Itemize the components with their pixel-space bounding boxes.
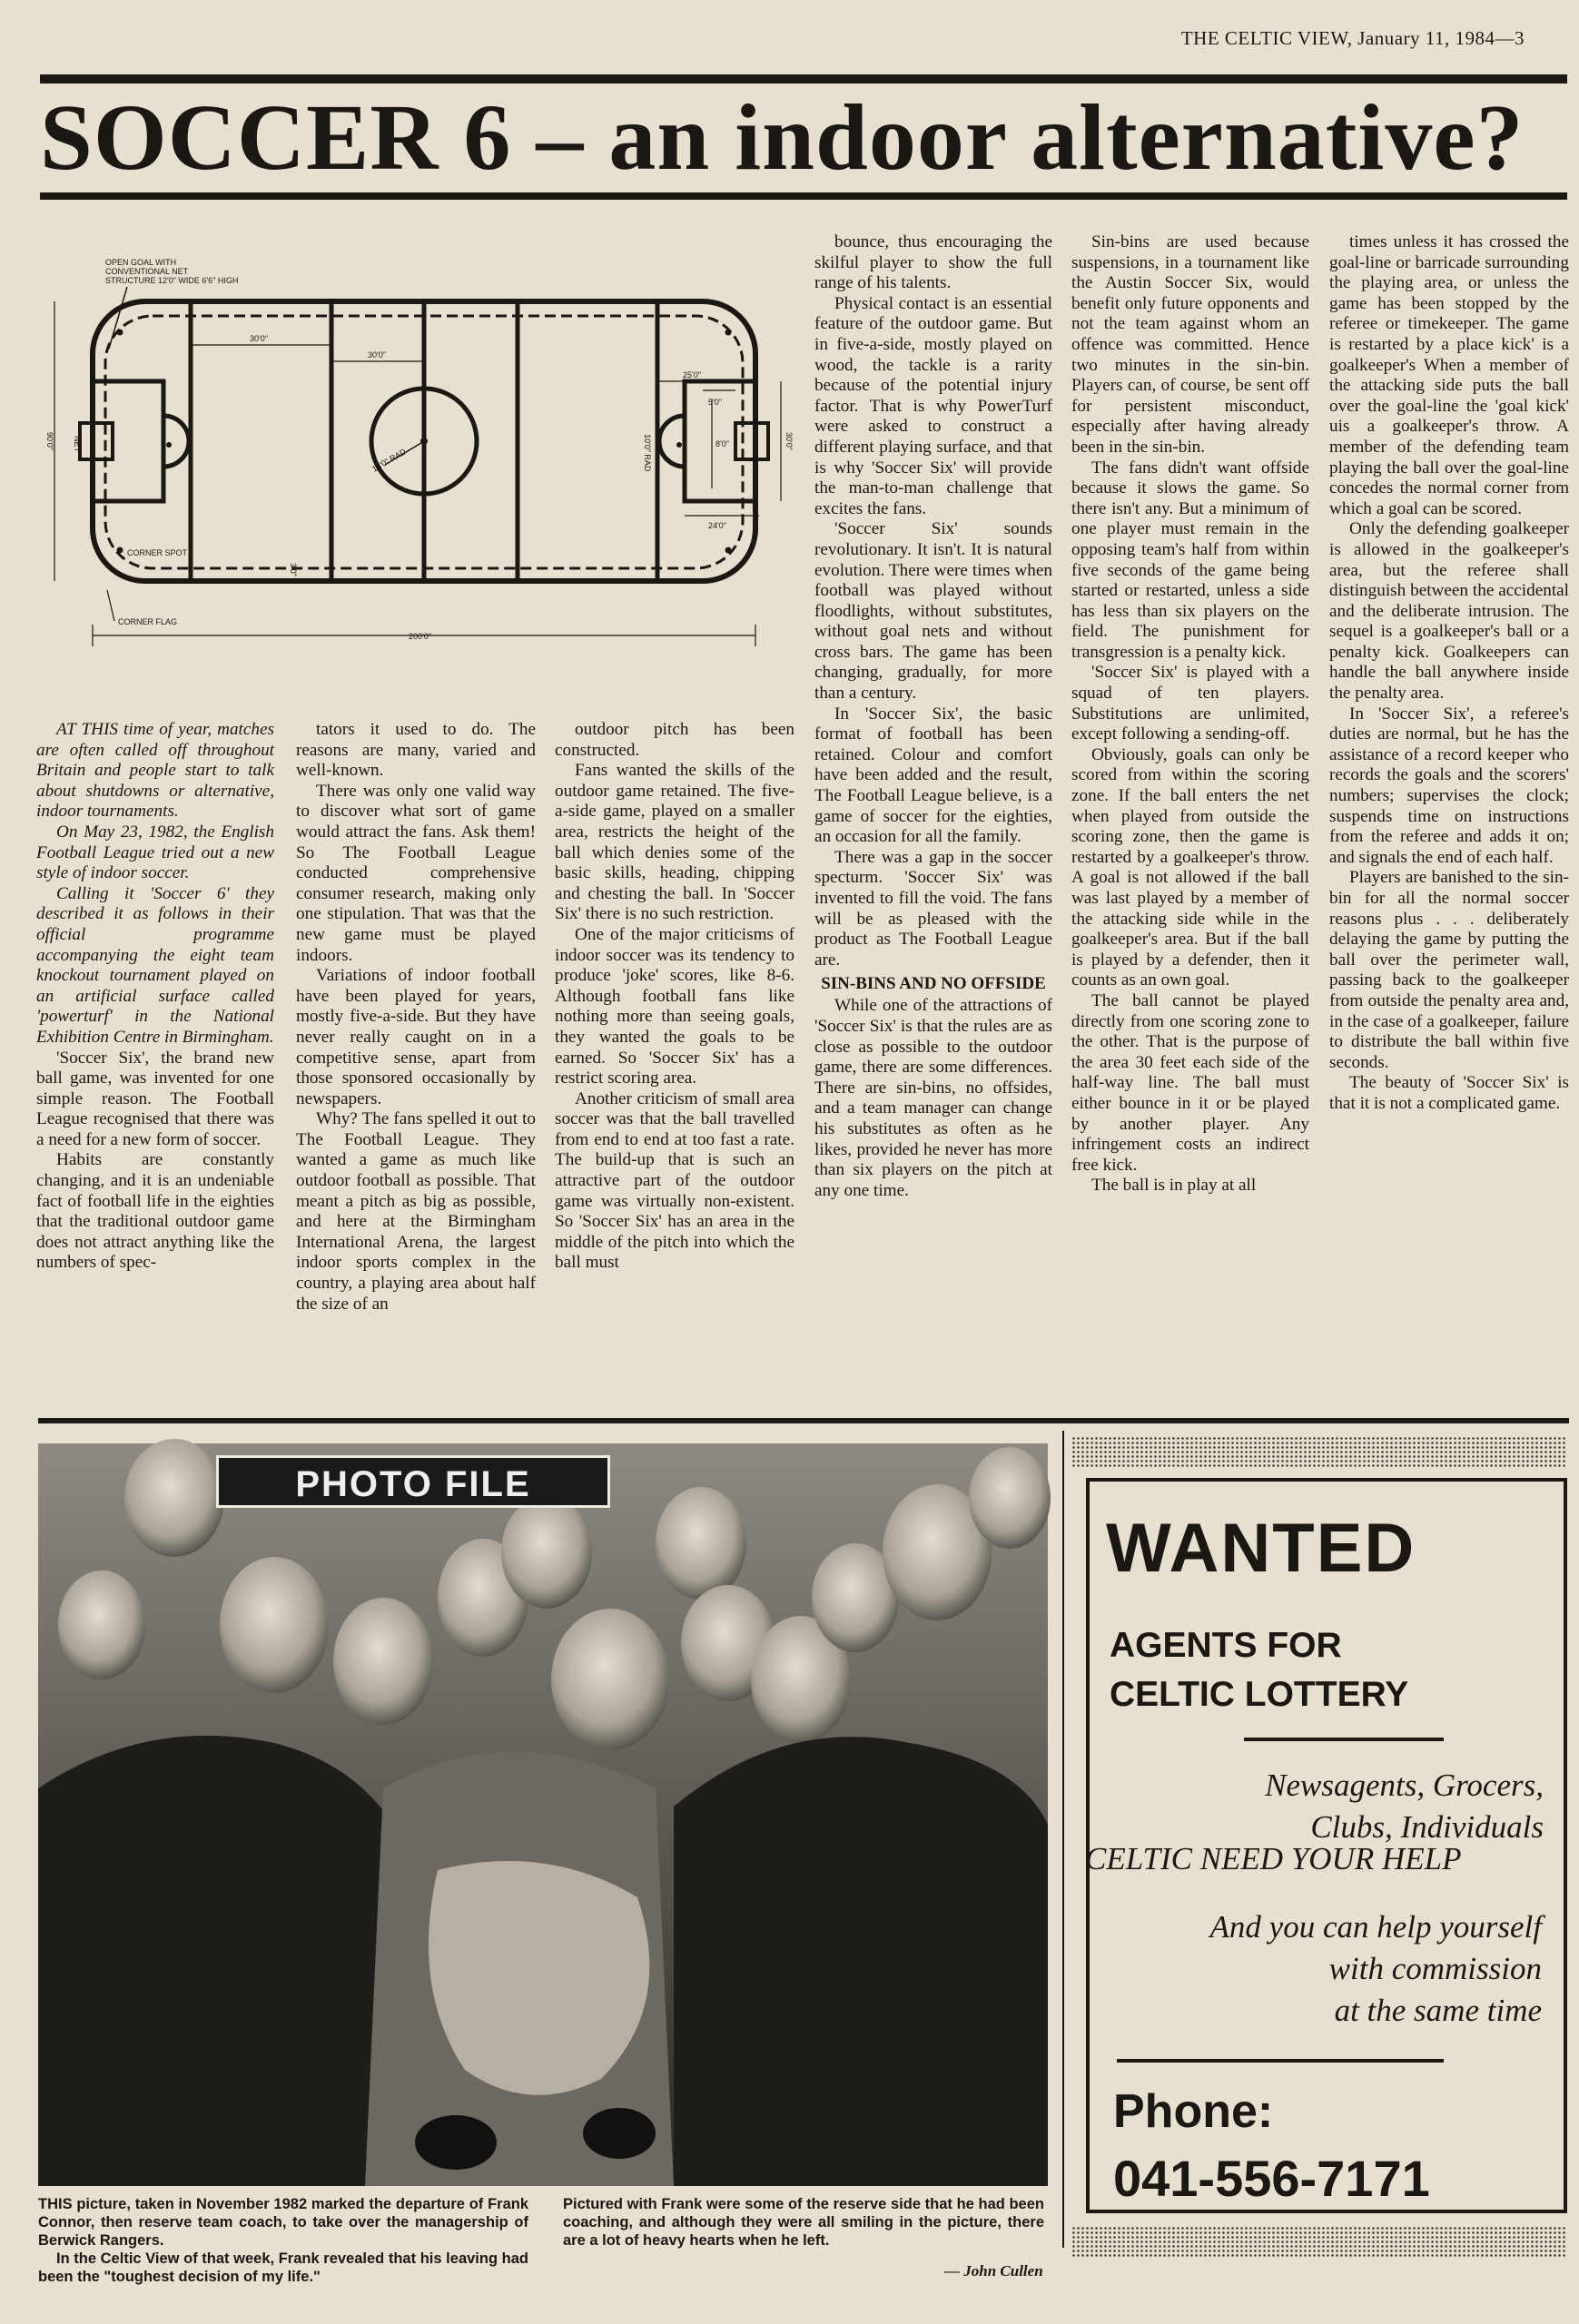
article-paragraph: The beauty of 'Soccer Six' is that it is not a complicated game. [1329, 1073, 1569, 1113]
ad-need-help: CELTIC NEED YOUR HELP [1085, 1841, 1462, 1876]
article-paragraph: Habits are constantly changing, and it is an undeniable fact of football life in the eighties that the traditional outdoor game does not attract anything like the numbers of spec- [36, 1150, 274, 1273]
ad-agents-line-2: CELTIC LOTTERY [1110, 1675, 1409, 1714]
team-photo [38, 1443, 1048, 2186]
article-paragraph: Why? The fans spelled it out to The Football League. They wanted a game as much like outdoor football as possible. That meant a pitch as big as possible, and here at the Birmingham International Arena, the largest indoor sports complex in the country, a playing area about half the size of an [296, 1109, 536, 1314]
dim-5: 5'0" [708, 398, 722, 407]
corner-spot [117, 547, 123, 554]
caption-left-paragraph-1: THIS picture, taken in November 1982 marked the departure of Frank Connor, then reserve team coach, to take over the managership of Berwick Rangers. [38, 2196, 528, 2249]
ad-commission-line-1: And you can help yourself [1209, 1909, 1542, 1945]
left-goal-area [93, 381, 163, 501]
article-paragraph: The ball cannot be played directly from one scoring zone to the other. That is the purpose of the area 30 feet each side of the half-way line. The ball must either bounce in it or be played by another player. Any infringement costs an indirect free kick. [1071, 990, 1309, 1175]
article-paragraph: Calling it 'Soccer 6' they described it as follows in their official programme accompanying the eight team knockout tournament played on an artificial surface called 'powerturf' in the National Exhibition Centre in Birmingham. [36, 883, 274, 1047]
caption-left-paragraph-2: In the Celtic View of that week, Frank revealed that his leaving had been the "toughest decision of my life." [38, 2250, 528, 2285]
section-divider [38, 1418, 1569, 1423]
article-paragraph: outdoor pitch has been constructed. [555, 720, 794, 760]
article-column-2 [296, 720, 536, 1396]
open-goal-note-1: OPEN GOAL WITH [105, 258, 177, 267]
article-paragraph: AT THIS time of year, matches are often called off throughout Britain and people start to talk about shutdowns or alternative, indoor tournaments. [36, 720, 274, 822]
ad-stipple-bottom [1071, 2226, 1567, 2257]
headline-top-rule [40, 74, 1567, 84]
ad-phone-label: Phone: [1113, 2085, 1274, 2138]
article-paragraph: 'Soccer Six', the brand new ball game, was invented for one simple reason. The Football League recognised that there was a need for a new form of soccer. [36, 1048, 274, 1149]
subheading: SIN-BINS AND NO OFFSIDE [821, 974, 1046, 994]
article-paragraph: Players are banished to the sin-bin for all the normal soccer reasons plus . . . deliberately delaying the game by putting the ball over the perimeter wall, passing back to the goalkeeper from outside the penalty area and, in the case of a goalkeeper, failure to distribute the ball within five seconds. [1329, 868, 1569, 1072]
corner-spot-label: CORNER SPOT [127, 548, 188, 557]
dim-net: NET [73, 436, 82, 452]
corner-flag-label: CORNER FLAG [118, 617, 178, 626]
article-paragraph: In 'Soccer Six', a referee's duties are normal, but he has the assistance of a record keeper who records the goals and the scorers' numbers; supervises the clock; suspends time on instructions from the referee and adds it on; and signals the end of each half. [1329, 704, 1569, 867]
dim-8: 8'0" [715, 439, 729, 448]
photo-credit: — John Cullen [944, 2262, 1043, 2280]
ad-phone-number: 041-556-7171 [1113, 2150, 1430, 2207]
article-column-3 [555, 720, 794, 1396]
dim-200: 200'0" [409, 632, 431, 641]
article-column-6 [1329, 232, 1569, 1396]
ad-audience-text [1117, 1765, 1544, 1848]
photo-caption-left [38, 2195, 528, 2286]
open-goal-note-2: CONVENTIONAL NET [105, 267, 189, 276]
article-paragraph: 'Soccer Six' is played with a squad of ten players. Substitutions are unlimited, except following a sending-off. [1071, 663, 1309, 744]
article-paragraph: Only the defending goalkeeper is allowed in the goalkeeper's area, but the referee shall distinguish between the accidental and the deliberate intrusion. The sequel is a goalkeeper's ball or a penalty kick. Goalkeepers can handle the ball anywhere inside the penalty area. [1329, 519, 1569, 704]
ad-stipple-top [1071, 1436, 1567, 1467]
dim-10-rad: 10'0" RAD [643, 434, 652, 472]
article-paragraph: Fans wanted the skills of the outdoor game retained. The five-a-side game, played on a smaller area, restricts the height of the ball which denies some of the basic skills, heading, chipping and chesting the ball. In 'Soccer Six' there is no such restriction. [555, 761, 794, 924]
dim-3: 3'0" [289, 563, 298, 576]
photo-file-label: PHOTO FILE [216, 1455, 610, 1508]
article-column-4 [814, 232, 1052, 1396]
open-goal-note-3: STRUCTURE 12'0" WIDE 6'6" HIGH [105, 276, 239, 285]
article-paragraph: There was a gap in the soccer specturm. 'Soccer Six' was invented to fill the void. The fans will be as pleased with the product as The Football League are. [814, 847, 1052, 970]
article-paragraph: On May 23, 1982, the English Football League tried out a new style of indoor soccer. [36, 822, 274, 883]
article-paragraph: The ball is in play at all [1091, 1176, 1257, 1196]
article-paragraph: One of the major criticisms of indoor soccer was its tendency to produce 'joke' scores, like 8-6. Although football fans like nothing more than seeing goals, they wanted the goals to be earned. So 'Soccer Six' has a restrict scoring area. [555, 924, 794, 1088]
article-paragraph: Sin-bins are used because suspensions, in a tournament like the Austin Soccer Six, would benefit only future opponents and not the team against whom an offence was committed. Hence two minutes in the sin-bin. Players can, of course, be sent off for persistent misconduct, especially after having already been in the sin-bin. [1071, 232, 1309, 457]
dim-30-left: 30'0" [250, 334, 268, 343]
dim-90: 90'0" [45, 432, 54, 450]
dim-radius: 15'0" RAD [370, 447, 408, 474]
headline: SOCCER 6 – an indoor alternative? [40, 85, 1525, 190]
article-paragraph: While one of the attractions of 'Soccer Six' is that the rules are as close as possible to the outdoor game, there are some differences. There are sin-bins, no offsides, and a team manager can change his substitutes as often as he likes, provided he never has more than six players on the pitch at any one time. [814, 996, 1052, 1200]
ad-agents-text [1110, 1621, 1408, 1719]
headline-bottom-rule [40, 192, 1567, 200]
ad-agents-line-1: AGENTS FOR [1110, 1626, 1342, 1665]
dim-30-right: 30'0" [368, 350, 386, 359]
article-paragraph: bounce, thus encouraging the skilful player to show the full range of his talents. [814, 232, 1052, 293]
ad-rule-1 [1244, 1738, 1444, 1741]
dim-24: 24'0" [708, 521, 726, 530]
masthead: THE CELTIC VIEW, January 11, 1984—3 [1180, 27, 1525, 49]
ad-wanted-heading: WANTED [1106, 1510, 1416, 1587]
article-paragraph: Variations of indoor football have been played for years, mostly five-a-side. But they have never really caught on in a competitive sense, apart from those sponsored occasionally by newspapers. [296, 966, 536, 1108]
pitch-diagram [36, 254, 794, 663]
article-paragraph: Obviously, goals can only be scored from within the scoring zone. If the ball enters the net when played from outside the scoring zone, then the game is restarted by a goalkeeper's throw. A goal is not allowed if the ball was last played by a member of the attacking side while in the goalkeeper's area. But if the ball is played by a defender, then it counts as an own goal. [1071, 744, 1309, 990]
photo-caption-right [563, 2195, 1044, 2250]
article-column-5 [1071, 232, 1309, 1396]
article-paragraph: Another criticism of small area soccer was that the ball travelled from end to end at too fast a rate. The build-up that is such an attractive part of the outdoor game was virtually non-existent. So 'Soccer Six' has an area in the middle of the pitch into which the ball must [555, 1088, 794, 1273]
caption-right-paragraph: Pictured with Frank were some of the reserve side that he had been coaching, and although they were all smiling in the picture, there are a lot of heavy hearts when he left. [563, 2196, 1044, 2249]
article-column-1 [36, 720, 274, 1396]
article-paragraph: Physical contact is an essential feature of the outdoor game. But in five-a-side, mostly played on wood, the tackle is a rarity because of the potential injury factor. That is why PowerTurf were asked to construct a different playing surface, and that is why 'Soccer Six' will provide the man-to-man challenge that excites the fans. [814, 293, 1052, 518]
ad-commission-line-2: with commission [1328, 1951, 1542, 1986]
ad-commission-line-3: at the same time [1334, 1993, 1542, 2028]
ad-rule-2 [1117, 2059, 1444, 2063]
photo-ad-divider [1062, 1431, 1064, 2248]
article-paragraph: There was only one valid way to discover what sort of game would attract the fans. Ask them! So The Football League conducted comprehensive consumer research, making only one stipulation. That was that the new game must be played indoors. [296, 781, 536, 965]
article-paragraph: 'Soccer Six' sounds revolutionary. It isn't. It is natural evolution. There were times when football was played without floodlights, without substitutes, without goal nets and without cross bars. The game has been changing, gradually, for more than a century. [814, 519, 1052, 704]
dim-30-goal: 30'0" [785, 432, 794, 450]
ad-audience-line-1: Newsagents, Grocers, [1265, 1768, 1544, 1803]
ad-audience-line-2: Clubs, Individuals [1310, 1809, 1544, 1845]
article-paragraph: In 'Soccer Six', the basic format of football has been retained. Colour and comfort have been added and the result, The Football League believe, is a game of soccer for the eighties, an occasion for all the family. [814, 704, 1052, 847]
dim-25: 25'0" [683, 370, 701, 379]
ad-commission-text [1117, 1906, 1542, 2032]
article-paragraph: The fans didn't want offside because it slows the game. So there isn't any. But a minimum of one player must remain in the opposing team's half from within five seconds of the game being started or restarted, unless a side has less than six players on the field. The punishment for transgression is a penalty kick. [1071, 458, 1309, 662]
right-goal-net [735, 423, 768, 459]
article-paragraph: tators it used to do. The reasons are many, varied and well-known. [296, 720, 536, 781]
left-goal-net [80, 423, 113, 459]
article-paragraph: times unless it has crossed the goal-line or barricade surrounding the playing area, or unless the game has been stopped by the referee or timekeeper. The game is restarted by a place kick' is a goalkeeper's When a member of the attacking side puts the ball over the goal-line the 'goal kick' uis a goalkeeper's throw. A member of the defending team playing the ball over the goal-line concedes the normal corner from which a goal can be scored. [1329, 232, 1569, 518]
